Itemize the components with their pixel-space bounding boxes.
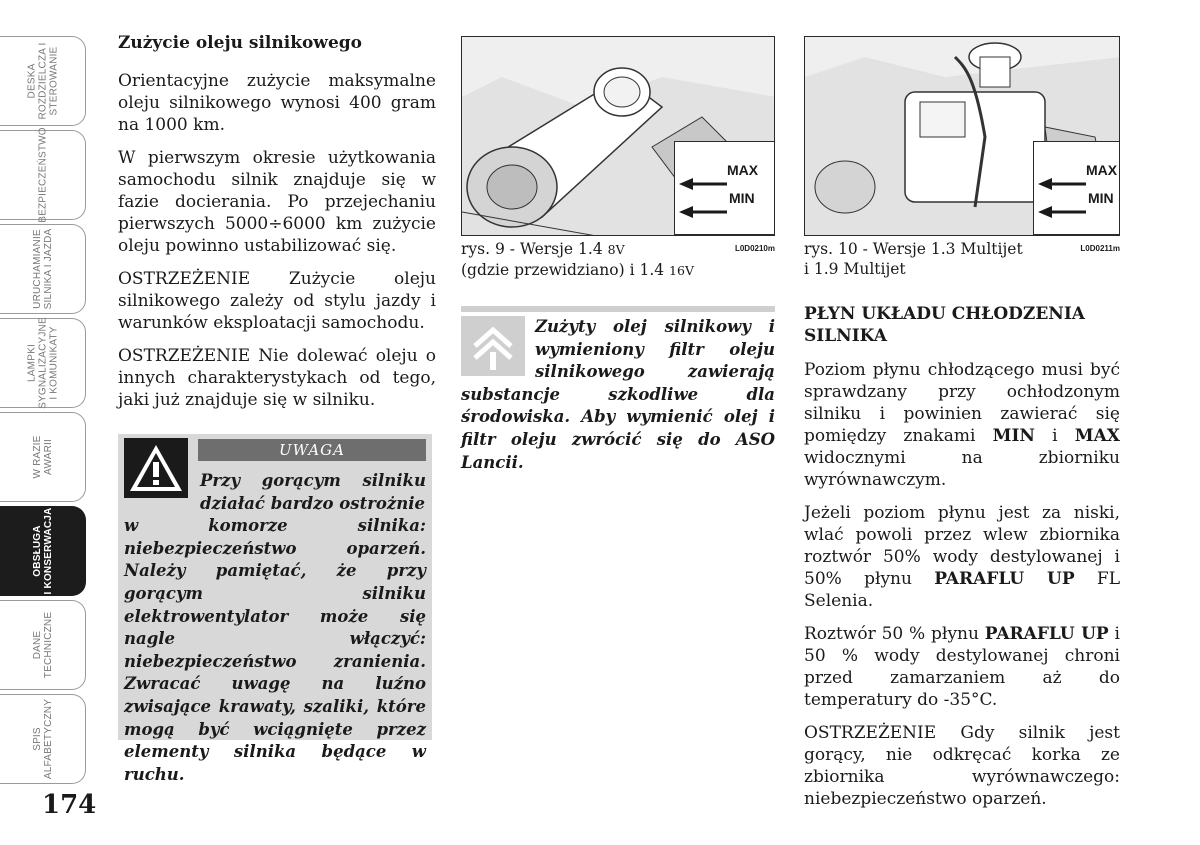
section-heading: PŁYN UKŁADU CHŁODZENIA SILNIKA — [804, 304, 1085, 346]
tab-lampki[interactable] — [0, 318, 86, 408]
divider — [461, 306, 775, 312]
tab-label: URUCHAMIANIE SILNIKA I JAZDA — [31, 228, 54, 310]
environment-note — [461, 306, 775, 472]
caption-text: rys. 9 - Wersje 1.4 — [461, 240, 608, 258]
caption-text: (gdzie przewidziano) i 1.4 — [461, 261, 670, 279]
tab-obsluga[interactable] — [0, 506, 86, 596]
tab-deska-rozdzielcza[interactable] — [0, 36, 86, 126]
min-label: MIN — [1088, 190, 1114, 206]
paragraph — [804, 623, 1120, 711]
caption-small: 16V — [669, 263, 694, 278]
max-mark: MAX — [1074, 426, 1120, 446]
tab-spis-alfabetyczny[interactable] — [0, 694, 86, 784]
paragraph: OSTRZEŻENIE Gdy silnik jest gorący, nie odkręcać korka ze zbiornika wyrównawczego: niebezpieczeństwo oparzeń. — [804, 723, 1120, 809]
tab-label: BEZPIECZEŃSTWO — [37, 127, 48, 223]
tab-label: W RAZIE AWARII — [31, 435, 54, 479]
min-mark: MIN — [992, 426, 1035, 446]
tab-label: DANE TECHNICZNE — [31, 611, 54, 679]
warning-title: UWAGA — [198, 439, 426, 461]
figure1-caption — [461, 239, 775, 281]
caption-text: i 1.9 Multijet — [804, 260, 906, 278]
environment-text-content: Zużyty olej silnikowy i wymieniony filtr oleju silnikowego zawierają substancje szkodliwe dla środowiska. Aby wymienić olej i filtr oleju zwrócić się do ASO Lancii. — [461, 317, 775, 472]
product-name: PARAFLU UP — [934, 569, 1075, 589]
warning-text-rest: w komorze silnika: niebezpieczeństwo oparzeń. Należy pamiętać, że przy gorącym silniku elektrowentylator może się nagle włączyć: niebezpieczeństwo zranienia. Zwracać uwagę na luźno zwisające krawaty, szaliki, które mogą być wciągnięte przez elementy silnika będące w ruchu. — [124, 516, 426, 784]
paragraph: OSTRZEŻENIE Zużycie oleju silnikowego zależy od stylu jazdy i warunków eksploatacji samochodu. — [118, 269, 436, 333]
max-min-indicator — [1033, 141, 1120, 235]
page-number: 174 — [42, 790, 97, 820]
min-label: MIN — [729, 190, 755, 206]
figure-oil-level — [461, 36, 775, 236]
text: i — [1034, 426, 1075, 446]
column-right — [804, 303, 1120, 821]
max-min-indicator — [674, 141, 775, 235]
paragraph — [804, 502, 1120, 612]
tab-label: SPIS ALFABETYCZNY — [31, 698, 54, 780]
figure2-caption — [804, 239, 1120, 279]
paragraph: W pierwszym okresie użytkowania samochodu silnik znajduje się w fazie docierania. Po przejechaniu pierwszych 5000÷6000 km zużycie oleju powinno ustabilizować się. — [118, 148, 436, 256]
paragraph: OSTRZEŻENIE Nie dolewać oleju o innych charakterystykach od tego, jaki już znajduje się w silniku. — [118, 346, 436, 410]
tab-dane-techniczne[interactable] — [0, 600, 86, 690]
warning-text — [124, 470, 426, 786]
text: FL Selenia. — [804, 569, 1120, 611]
figure-coolant-level — [804, 36, 1120, 236]
side-navigation — [0, 36, 90, 788]
caption-text: rys. 10 - Wersje 1.3 Multijet — [804, 240, 1023, 258]
tab-label: LAMPKI SYGNALIZACYJNE I KOMUNIKATY — [26, 317, 59, 409]
environment-text — [461, 316, 775, 474]
caption-small: 8V — [607, 242, 625, 257]
tab-w-razie-awarii[interactable] — [0, 412, 86, 502]
text: i 50 % wody destylowanej chroni przed zamarzaniem aż do temperatury do -35°C. — [804, 624, 1120, 710]
tab-label: OBSŁUGA I KONSERWACJA — [31, 507, 54, 595]
warning-text-first: Przy gorącym silniku działać bardzo ostrożnie — [200, 471, 426, 513]
figure-code: L0D0211m — [1080, 244, 1120, 253]
figure-code: L0D0210m — [734, 244, 775, 253]
text: Roztwór 50 % płynu — [804, 624, 985, 644]
product-name: PARAFLU UP — [984, 624, 1109, 644]
text: widocznymi na zbiorniku wyrównawczym. — [804, 448, 1120, 490]
text: Jeżeli poziom płynu jest za niski, wlać powoli przez wlew zbiornika roztwór 50% wody destylowanej i 50% płynu — [804, 503, 1120, 589]
max-label: MAX — [1086, 162, 1118, 178]
paragraph — [804, 359, 1120, 491]
section-heading: Zużycie oleju silnikowego — [118, 33, 362, 53]
tab-label: DESKA ROZDZIELCZA I STEROWANIE — [26, 42, 59, 120]
tab-bezpieczenstwo[interactable] — [0, 127, 86, 223]
text: Poziom płynu chłodzącego musi być sprawdzany przy ochłodzonym silniku i powinien zawierać się pomiędzy znakami — [804, 360, 1120, 446]
warning-box — [118, 434, 432, 784]
tab-uruchamianie[interactable] — [0, 224, 86, 314]
max-label: MAX — [727, 162, 759, 178]
paragraph: Orientacyjne zużycie maksymalne oleju silnikowego wynosi 400 gram na 1000 km. — [118, 71, 436, 135]
column-left — [118, 32, 436, 422]
